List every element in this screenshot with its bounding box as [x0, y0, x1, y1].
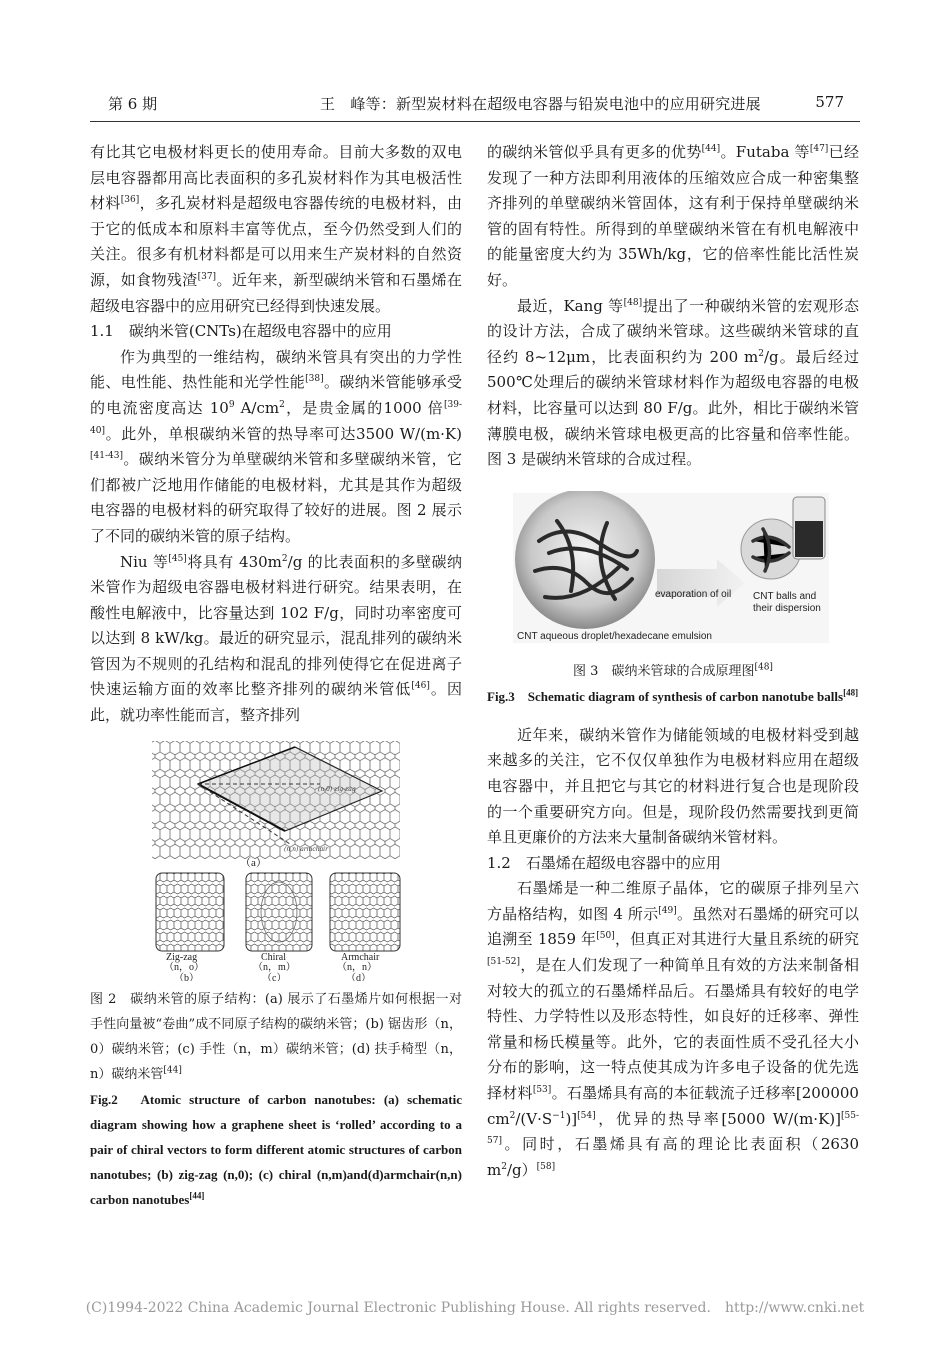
vial-liquid [795, 521, 823, 557]
tiny-armchair-label: (n,n) armchair [284, 845, 328, 853]
citation[interactable]: [58] [536, 1161, 556, 1172]
emulsion-label: CNT aqueous droplet/hexadecane emulsion [517, 630, 712, 642]
figure-2-caption-en: Fig.2 Atomic structure of carbon nanotubes: (a) schematic diagram showing how a graphene sheet is ‘rolled’ according to a pair of chiral vectors to form different atomic structures of carbon nanotubes; (b) zig-zag (n,0); (c) chiral (n,m)and(d)armchair(n,n) carbon nanotubes[44] [90, 1091, 462, 1207]
armchair-index: （n，n） [337, 961, 377, 973]
paragraph: 有比其它电极材料更长的使用寿命。目前大多数的双电层电容器都用高比表面积的多孔炭材料作为其电极活性材料[36]，多孔炭材料是超级电容器传统的电极材料，由于它的低成本和原料丰富等优点，至今仍然受到人们的关注。很多有机材料都是可以用来生产炭材料的自然资源，如食物残渣[37]。近年来，新型碳纳米管和石墨烯在超级电容器中的应用研究已经得到快速发展。 [90, 143, 462, 315]
citation[interactable]: [41-43] [90, 451, 123, 462]
header-rule [90, 121, 860, 122]
chiral-index: （n，m） [253, 961, 296, 973]
citation[interactable]: [47] [809, 144, 829, 154]
citation[interactable]: [37] [197, 271, 217, 282]
copyright-footer: (C)1994-2022 China Academic Journal Electronic Publishing House. All rights reserved. http://www.cnki.net [85, 1300, 865, 1316]
citation[interactable]: [44] [163, 1065, 182, 1076]
paragraph: 作为典型的一维结构，碳纳米管具有突出的力学性能、电性能、热性能和光学性能[38]。碳纳米管能够承受的电流密度高达 $10^9$ $A/cm^2$，是贵金属的1000 倍[39-40]。此外，单根碳纳米管的热导率可达3500 W/(m·K)[41-43]。碳纳米管分为单壁碳纳米管和多壁碳纳米管，它们都被广泛地用作储能的电极材料，尤其是其作为超级电容器的电极材料的研究取得了较好的进展。图 2 展示了不同的碳纳米管的原子结构。 [90, 347, 462, 545]
cnt-balls-label: CNT balls and [753, 590, 817, 602]
label-d: （d） [346, 972, 371, 981]
chiral-label: Chiral [261, 951, 286, 963]
citation[interactable]: [45] [168, 553, 187, 564]
citation[interactable]: [54] [577, 1110, 596, 1121]
citation[interactable]: [51-52] [487, 957, 520, 968]
right-column [487, 140, 859, 1183]
figure-3 [487, 491, 859, 651]
page-number: 577 [815, 93, 844, 111]
emulsion-droplet [515, 491, 655, 629]
label-b: （b） [174, 972, 199, 981]
citation[interactable]: [38] [305, 374, 324, 385]
citation[interactable]: [48] [623, 297, 643, 308]
running-header [90, 93, 850, 117]
citation[interactable]: [36] [120, 195, 140, 206]
issue-number: 第 6 期 [108, 95, 158, 113]
chiral-tube [246, 873, 312, 951]
figure-2-caption-cn: 图 2 碳纳米管的原子结构：(a) 展示了石墨烯片如何根据一对手性向量被“卷曲”成不同原子结构的碳纳米管；(b) 锯齿形（n，0）碳纳米管；(c) 手性（n，m）碳纳米管；(d) 扶手椅型（n，n）碳纳米管[44] [90, 991, 462, 1082]
evaporation-label: evaporation of oil [655, 588, 732, 600]
figure-3-caption-cn: 图 3 碳纳米管球的合成原理图[48] [573, 662, 773, 679]
section-heading-1-2: 1.2 石墨烯在超级电容器中的应用 [487, 853, 721, 872]
citation[interactable]: [48] [754, 662, 773, 673]
citation[interactable]: [46] [411, 681, 430, 692]
citation[interactable]: [48] [843, 687, 859, 698]
citation[interactable]: [49] [658, 905, 677, 916]
figure-2 [90, 739, 462, 981]
paragraph: 近年来，碳纳米管作为储能领域的电极材料受到越来越多的关注，它不仅仅单独作为电极材料应用在超级电容器中，并且把它与其它的材料进行复合也是现阶段的一个重要研究方向。但是，现阶段仍然需要找到更简单且更廉价的方法来大量制备碳纳米管材料。 [487, 725, 859, 847]
citation[interactable]: [44] [189, 1190, 205, 1201]
zigzag-tube [156, 873, 224, 951]
section-heading-1-1: 1.1 碳纳米管(CNTs)在超级电容器中的应用 [90, 322, 392, 341]
armchair-tube [330, 873, 400, 951]
left-column [90, 140, 462, 1212]
label-a: （a） [240, 856, 267, 869]
zigzag-label: Zig-zag [166, 951, 198, 963]
citation[interactable]: [50] [596, 931, 615, 942]
tiny-zigzag-label: (n,0) zig-zag [318, 785, 356, 793]
paragraph: Niu 等[45]将具有 $430m^2/g$ 的比表面积的多壁碳纳米管作为超级电容器电极材料进行研究。结果表明，在酸性电解液中，比容量达到 102 F/g，同时功率密度可以达到 8 kW/kg。最近的研究显示，混乱排列的碳纳米管因为不规则的孔结构和混乱的排列使得它在促进离子快速运输方面的效率比整齐排列的碳纳米管低[46]。因此，就功率性能而言，整齐排列 [90, 552, 462, 725]
figure-3-caption-en: Fig.3 Schematic diagram of synthesis of carbon nanotube balls[48] [487, 687, 859, 704]
label-c: （c） [262, 972, 287, 981]
armchair-label: Armchair [341, 951, 380, 963]
paragraph: 的碳纳米管似乎具有更多的优势[44]。Futaba 等[47]已经发现了一种方法即利用液体的压缩效应合成一种密集整齐排列的单壁碳纳米管固体，这有利于保持单壁碳纳米管的固有特性。所得到的单壁碳纳米管在有机电解液中的能量密度大约为 35Wh/kg，它的倍率性能比活性炭好。 [487, 143, 859, 289]
citation[interactable]: [44] [701, 144, 721, 154]
paragraph: 最近，Kang 等[48]提出了一种碳纳米管的宏观形态的设计方法，合成了碳纳米管球。这些碳纳米管球的直径约 8~12μm，比表面积约为 200 $m^2/g$。最后经过 500℃处理后的碳纳米管球材料作为超级电容器的电极材料，比容量可以达到 80 F/g。此外，相比于碳纳米管薄膜电极，碳纳米管球电极更高的比容量和倍率性能。图 3 是碳纳米管球的合成过程。 [487, 296, 859, 469]
cnt-structure-diagram [90, 739, 462, 981]
paragraph: 石墨烯是一种二维原子晶体，它的碳原子排列呈六方晶格结构，如图 4 所示[49]。虽然对石墨烯的研究可以追溯至 1859 年[50]，但真正对其进行大量且系统的研究[51-52]，是在人们发现了一种简单且有效的方法来制备相对较大的孤立的石墨烯样品后。石墨烯具有较好的电学特性、力学特性以及形态特性，如良好的迁移率、弹性常量和杨氏模量等。此外，它的表面性质不受孔径大小分布的影响，这一特点使其成为许多电子设备的优先选择材料[53]。石墨烯具有高的本征载流子迁移率[200000 $cm^2/(V\cdot S^{-1})][54]$，优异的热导率[5000 W/(m·K)][55-57]。同时，石墨烯具有高的理论比表面积（2630 $m^2/g)[58]$ [487, 879, 859, 1179]
running-title: 王 峰等：新型炭材料在超级电容器与铅炭电池中的应用研究进展 [320, 95, 761, 113]
zigzag-index: （n，o） [164, 961, 204, 973]
citation[interactable]: [53] [532, 1085, 552, 1096]
citation[interactable]: [55-57] [487, 1110, 859, 1147]
citation[interactable]: [39-40] [90, 399, 462, 436]
cnt-ball-synthesis-diagram [487, 491, 859, 651]
dispersion-label: their dispersion [753, 602, 821, 614]
